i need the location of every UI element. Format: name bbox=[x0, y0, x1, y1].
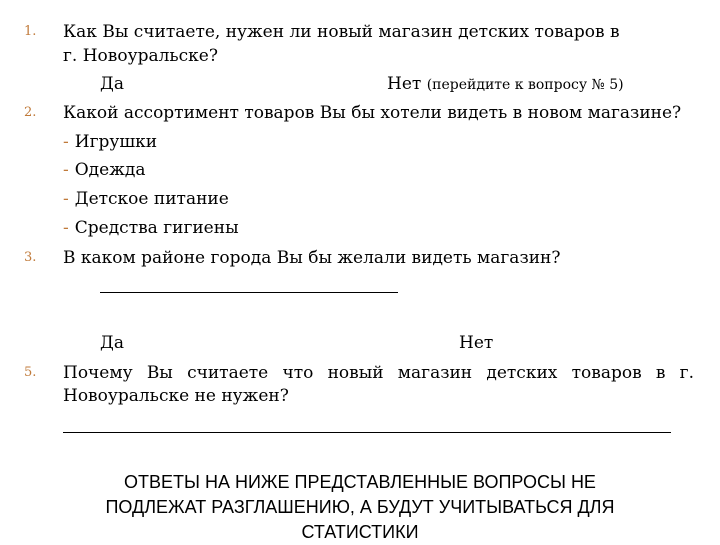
question-3-text: В каком районе города Вы бы желали видеть магазин? bbox=[63, 248, 561, 268]
question-4-answer-yes[interactable]: Да bbox=[100, 333, 124, 353]
notice-line-3: СТАТИСТИКИ bbox=[301, 522, 419, 542]
question-5-number: 5. bbox=[24, 365, 37, 380]
question-3-number: 3. bbox=[24, 250, 37, 265]
question-5-answer-line[interactable] bbox=[63, 432, 671, 433]
dash-bullet: - bbox=[63, 132, 69, 152]
question-1-text-line2: г. Новоуральске? bbox=[63, 46, 218, 66]
option-label: Средства гигиены bbox=[74, 218, 239, 238]
confidentiality-notice bbox=[60, 470, 660, 545]
question-1-answer-no-note: (перейдите к вопросу № 5) bbox=[426, 77, 624, 93]
question-2-text: Какой ассортимент товаров Вы бы хотели видеть в новом магазине? bbox=[63, 103, 682, 123]
question-2-number: 2. bbox=[24, 105, 37, 120]
question-2-option[interactable] bbox=[63, 218, 239, 238]
option-label: Игрушки bbox=[74, 132, 158, 152]
question-1-text-line1: Как Вы считаете, нужен ли новый магазин детских товаров в bbox=[63, 22, 620, 42]
option-label: Детское питание bbox=[74, 189, 229, 209]
dash-bullet: - bbox=[63, 160, 69, 180]
notice-line-1: ОТВЕТЫ НА НИЖЕ ПРЕДСТАВЛЕННЫЕ ВОПРОСЫ НЕ bbox=[124, 472, 596, 492]
question-1-answer-no[interactable] bbox=[387, 74, 624, 95]
option-label: Одежда bbox=[74, 160, 146, 180]
question-5-text-line2: Новоуральске не нужен? bbox=[63, 386, 289, 406]
dash-bullet: - bbox=[63, 189, 69, 209]
question-3-answer-line[interactable] bbox=[100, 292, 398, 293]
question-2-option[interactable] bbox=[63, 160, 145, 180]
notice-line-2: ПОДЛЕЖАТ РАЗГЛАШЕНИЮ, А БУДУТ УЧИТЫВАТЬСЯ ДЛЯ bbox=[105, 497, 615, 517]
question-2-option[interactable] bbox=[63, 189, 229, 209]
question-1-number: 1. bbox=[24, 24, 37, 39]
question-1-answer-yes[interactable]: Да bbox=[100, 74, 124, 94]
question-1-answer-no-label: Нет bbox=[387, 74, 422, 94]
question-5-text-line1: Почему Вы считаете что новый магазин детских товаров в г. bbox=[63, 363, 694, 383]
question-4-answer-no[interactable]: Нет bbox=[459, 333, 494, 353]
dash-bullet: - bbox=[63, 218, 69, 238]
question-2-option[interactable] bbox=[63, 132, 157, 152]
